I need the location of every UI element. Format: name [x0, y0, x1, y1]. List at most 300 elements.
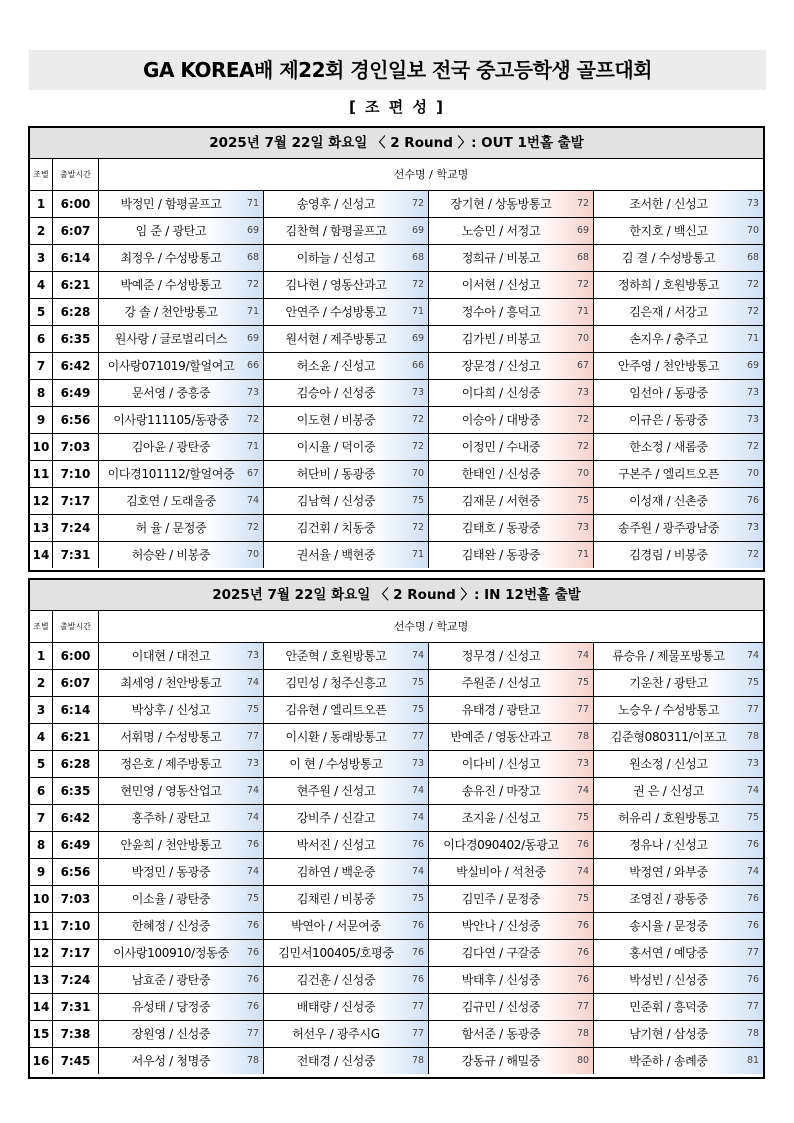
player-score: 76 — [746, 839, 760, 850]
player-score: 71 — [246, 306, 260, 317]
round-header: 2025년 7월 22일 화요일 〈 2 Round 〉: IN 12번홀 출발 — [30, 580, 763, 611]
round-table-in — [28, 578, 765, 1079]
group-row — [30, 994, 763, 1021]
group-number: 14 — [30, 542, 53, 568]
player-slot — [429, 967, 594, 993]
player-slot — [264, 542, 429, 568]
tee-time: 6:35 — [53, 326, 99, 352]
player-name-school: 정하희 / 호원방통고 — [617, 278, 720, 292]
player-name-school: 홍주하 / 광탄고 — [131, 811, 211, 825]
player-name-school: 김태완 / 동광중 — [461, 548, 541, 562]
player-score: 75 — [576, 893, 590, 904]
player-name-school: 원소정 / 신성고 — [629, 757, 708, 771]
group-rows — [30, 643, 763, 1074]
player-score: 72 — [411, 414, 425, 425]
group-row — [30, 670, 763, 697]
player-name-school: 손지우 / 충주고 — [629, 332, 708, 346]
player-score: 77 — [576, 1001, 590, 1012]
player-slot — [99, 245, 264, 271]
column-no: 조별 — [30, 159, 53, 190]
player-score: 74 — [246, 495, 260, 506]
player-score: 76 — [746, 495, 760, 506]
player-slot — [594, 670, 763, 696]
player-score: 74 — [411, 866, 425, 877]
player-name-school: 박안나 / 신성중 — [461, 919, 541, 933]
tee-time: 7:31 — [53, 542, 99, 568]
group-number: 8 — [30, 832, 53, 858]
player-score: 68 — [746, 252, 760, 263]
player-slot — [264, 967, 429, 993]
player-slot — [429, 724, 594, 750]
player-score: 73 — [746, 414, 760, 425]
tee-time: 7:38 — [53, 1021, 99, 1047]
group-number: 6 — [30, 326, 53, 352]
player-score: 74 — [411, 812, 425, 823]
player-slot — [429, 994, 594, 1020]
player-score: 66 — [411, 360, 425, 371]
player-name-school: 김재문 / 서현중 — [461, 494, 541, 508]
player-name-school: 김경림 / 비봉중 — [629, 548, 708, 562]
player-slot — [594, 859, 763, 885]
group-number: 13 — [30, 515, 53, 541]
tee-time: 7:45 — [53, 1048, 99, 1074]
player-score: 73 — [746, 387, 760, 398]
player-slot — [264, 353, 429, 379]
group-row — [30, 272, 763, 299]
player-score: 74 — [246, 785, 260, 796]
player-score: 72 — [411, 522, 425, 533]
player-slot — [264, 697, 429, 723]
player-slot — [264, 272, 429, 298]
player-name-school: 허단비 / 동광중 — [296, 467, 376, 481]
player-name-school: 김승아 / 신성중 — [296, 386, 376, 400]
player-name-school: 기운찬 / 광탄고 — [629, 676, 708, 690]
player-score: 75 — [411, 704, 425, 715]
group-row — [30, 832, 763, 859]
player-slot — [99, 832, 264, 858]
player-score: 73 — [746, 198, 760, 209]
player-slot — [99, 859, 264, 885]
player-score: 75 — [746, 812, 760, 823]
group-row — [30, 886, 763, 913]
group-number: 12 — [30, 940, 53, 966]
player-slot — [594, 272, 763, 298]
group-number: 2 — [30, 218, 53, 244]
player-name-school: 서휘명 / 수성방통고 — [120, 730, 222, 744]
player-slot — [594, 380, 763, 406]
group-number: 10 — [30, 886, 53, 912]
player-score: 72 — [246, 414, 260, 425]
player-slot — [594, 778, 763, 804]
player-slot — [99, 407, 264, 433]
player-name-school: 이성재 / 신촌중 — [629, 494, 708, 508]
player-name-school: 강동규 / 해밀중 — [461, 1054, 541, 1068]
player-name-school: 현주원 / 신성고 — [296, 784, 376, 798]
player-name-school: 허승완 / 비봉중 — [131, 548, 211, 562]
player-slot — [429, 542, 594, 568]
player-score: 71 — [576, 306, 590, 317]
player-name-school: 이시환 / 동래방통고 — [285, 730, 387, 744]
player-name-school: 김민성 / 청주신흥고 — [285, 676, 387, 690]
group-row — [30, 1048, 763, 1074]
player-name-school: 권서율 / 백현중 — [296, 548, 376, 562]
player-score: 70 — [746, 468, 760, 479]
player-slot — [99, 218, 264, 244]
player-score: 75 — [246, 704, 260, 715]
group-number: 14 — [30, 994, 53, 1020]
column-players: 선수명 / 학교명 — [393, 168, 469, 181]
player-slot — [594, 326, 763, 352]
player-name-school: 박정민 / 동광중 — [131, 865, 211, 879]
player-slot — [264, 670, 429, 696]
player-slot — [594, 407, 763, 433]
player-score: 78 — [411, 1055, 425, 1066]
player-score: 72 — [746, 306, 760, 317]
group-row — [30, 515, 763, 542]
player-slot — [264, 643, 429, 669]
group-number: 5 — [30, 299, 53, 325]
player-score: 76 — [576, 920, 590, 931]
player-score: 77 — [246, 1028, 260, 1039]
player-slot — [429, 805, 594, 831]
tee-time: 6:49 — [53, 832, 99, 858]
player-slot — [594, 461, 763, 487]
player-slot — [594, 353, 763, 379]
player-slot — [264, 778, 429, 804]
player-score: 68 — [411, 252, 425, 263]
player-score: 67 — [576, 360, 590, 371]
player-score: 66 — [246, 360, 260, 371]
player-name-school: 이다경090402/동광고 — [443, 838, 559, 852]
player-score: 72 — [746, 279, 760, 290]
player-score: 72 — [576, 441, 590, 452]
player-name-school: 남효준 / 광탄중 — [131, 973, 211, 987]
player-name-school: 송영후 / 신성고 — [296, 197, 376, 211]
group-row — [30, 940, 763, 967]
player-name-school: 김건휘 / 치동중 — [296, 521, 376, 535]
player-slot — [429, 670, 594, 696]
player-slot — [594, 697, 763, 723]
player-name-school: 임선아 / 동광중 — [629, 386, 708, 400]
player-name-school: 강비주 / 신갈고 — [296, 811, 376, 825]
player-score: 76 — [746, 974, 760, 985]
player-slot — [429, 1021, 594, 1047]
player-slot — [594, 245, 763, 271]
player-name-school: 김아윤 / 광탄중 — [131, 440, 211, 454]
player-slot — [264, 515, 429, 541]
player-score: 76 — [746, 893, 760, 904]
player-slot — [264, 245, 429, 271]
tee-time: 6:00 — [53, 191, 99, 217]
player-score: 70 — [411, 468, 425, 479]
player-slot — [99, 191, 264, 217]
player-slot — [99, 353, 264, 379]
player-score: 75 — [576, 677, 590, 688]
player-score: 73 — [411, 387, 425, 398]
player-slot — [594, 886, 763, 912]
player-slot — [429, 751, 594, 777]
player-slot — [594, 434, 763, 460]
player-name-school: 김태호 / 동광중 — [461, 521, 541, 535]
player-slot — [99, 1048, 264, 1074]
player-score: 69 — [246, 333, 260, 344]
tee-time: 6:42 — [53, 805, 99, 831]
tee-time: 6:56 — [53, 859, 99, 885]
player-score: 78 — [746, 1028, 760, 1039]
player-name-school: 송유진 / 마장고 — [461, 784, 541, 798]
player-name-school: 김유현 / 엘리트오픈 — [285, 703, 387, 717]
player-score: 72 — [576, 198, 590, 209]
player-score: 73 — [576, 758, 590, 769]
group-row — [30, 191, 763, 218]
player-score: 74 — [746, 650, 760, 661]
player-score: 76 — [576, 974, 590, 985]
column-no: 조별 — [30, 611, 53, 642]
player-score: 73 — [576, 387, 590, 398]
tee-time: 6:35 — [53, 778, 99, 804]
player-score: 74 — [746, 785, 760, 796]
player-score: 73 — [246, 758, 260, 769]
group-number: 8 — [30, 380, 53, 406]
player-slot — [594, 643, 763, 669]
player-name-school: 이다경101112/할얼여중 — [107, 467, 235, 481]
player-name-school: 김다연 / 구갈중 — [461, 946, 541, 960]
player-name-school: 한소정 / 새롬중 — [629, 440, 708, 454]
player-name-school: 권 은 / 신성고 — [633, 784, 704, 798]
player-slot — [264, 1048, 429, 1074]
group-row — [30, 643, 763, 670]
player-slot — [264, 940, 429, 966]
player-slot — [99, 643, 264, 669]
player-slot — [264, 191, 429, 217]
player-score: 76 — [411, 920, 425, 931]
player-name-school: 임 준 / 광탄고 — [135, 224, 207, 238]
player-name-school: 최정우 / 수성방통고 — [120, 251, 222, 265]
player-slot — [264, 886, 429, 912]
player-name-school: 정유나 / 신성고 — [629, 838, 708, 852]
player-score: 77 — [746, 1001, 760, 1012]
player-slot — [429, 697, 594, 723]
player-name-school: 조서한 / 신성고 — [629, 197, 708, 211]
player-name-school: 한태인 / 신성중 — [461, 467, 541, 481]
player-score: 69 — [411, 225, 425, 236]
group-number: 2 — [30, 670, 53, 696]
player-score: 71 — [246, 441, 260, 452]
player-score: 75 — [246, 893, 260, 904]
tee-time: 7:17 — [53, 940, 99, 966]
group-number: 1 — [30, 191, 53, 217]
player-slot — [429, 940, 594, 966]
player-name-school: 김호연 / 도래울중 — [126, 494, 216, 508]
player-slot — [429, 272, 594, 298]
player-slot — [99, 913, 264, 939]
player-score: 74 — [246, 866, 260, 877]
player-slot — [594, 724, 763, 750]
round-table-out — [28, 126, 765, 572]
player-score: 74 — [746, 866, 760, 877]
player-score: 76 — [246, 974, 260, 985]
player-slot — [99, 488, 264, 514]
group-row — [30, 778, 763, 805]
player-name-school: 이승아 / 대방중 — [461, 413, 541, 427]
player-name-school: 박준하 / 송례중 — [629, 1054, 708, 1068]
column-header — [30, 611, 763, 643]
player-name-school: 김건훈 / 신성중 — [296, 973, 376, 987]
group-number: 6 — [30, 778, 53, 804]
player-name-school: 박예준 / 수성방통고 — [120, 278, 222, 292]
player-name-school: 박실비아 / 석천중 — [456, 865, 546, 879]
player-name-school: 함서준 / 동광중 — [461, 1027, 541, 1041]
group-row — [30, 434, 763, 461]
player-score: 76 — [246, 920, 260, 931]
player-slot — [429, 859, 594, 885]
player-score: 72 — [576, 414, 590, 425]
column-time: 출발시간 — [53, 611, 99, 642]
player-slot — [594, 1021, 763, 1047]
player-slot — [594, 1048, 763, 1074]
player-slot — [594, 967, 763, 993]
player-name-school: 박태후 / 신성중 — [461, 973, 541, 987]
player-score: 68 — [576, 252, 590, 263]
player-slot — [99, 697, 264, 723]
player-slot — [99, 461, 264, 487]
tee-time: 6:28 — [53, 299, 99, 325]
player-score: 74 — [576, 650, 590, 661]
tee-time: 6:14 — [53, 245, 99, 271]
tee-time: 7:03 — [53, 434, 99, 460]
player-score: 70 — [576, 468, 590, 479]
player-slot — [429, 488, 594, 514]
player-name-school: 이사랑100910/정동중 — [113, 946, 229, 960]
player-slot — [264, 434, 429, 460]
group-row — [30, 967, 763, 994]
player-name-school: 조영진 / 광동중 — [629, 892, 708, 906]
player-name-school: 이도현 / 비봉중 — [296, 413, 376, 427]
group-row — [30, 859, 763, 886]
player-name-school: 한지호 / 백신고 — [629, 224, 708, 238]
player-name-school: 장기현 / 상동방통고 — [450, 197, 552, 211]
player-name-school: 이사랑071019/할얼여고 — [107, 359, 235, 373]
player-slot — [99, 751, 264, 777]
player-name-school: 정희규 / 비봉고 — [461, 251, 541, 265]
group-row — [30, 299, 763, 326]
player-score: 74 — [246, 812, 260, 823]
group-row — [30, 488, 763, 515]
player-score: 72 — [746, 549, 760, 560]
player-slot — [594, 940, 763, 966]
player-name-school: 송시율 / 문정중 — [629, 919, 708, 933]
player-slot — [99, 778, 264, 804]
player-slot — [594, 913, 763, 939]
player-slot — [429, 832, 594, 858]
player-name-school: 허유리 / 호원방통고 — [617, 811, 720, 825]
player-slot — [264, 994, 429, 1020]
player-name-school: 정수아 / 흥덕고 — [461, 305, 541, 319]
group-row — [30, 805, 763, 832]
player-slot — [264, 326, 429, 352]
player-name-school: 정무경 / 신성고 — [461, 649, 541, 663]
group-row — [30, 218, 763, 245]
player-score: 76 — [576, 947, 590, 958]
player-score: 72 — [246, 522, 260, 533]
player-slot — [429, 913, 594, 939]
group-row — [30, 353, 763, 380]
tee-time: 7:31 — [53, 994, 99, 1020]
player-name-school: 이다희 / 신성중 — [461, 386, 541, 400]
player-name-school: 김민주 / 문정중 — [461, 892, 541, 906]
player-score: 81 — [746, 1055, 760, 1066]
group-row — [30, 724, 763, 751]
player-slot — [99, 994, 264, 1020]
group-number: 11 — [30, 461, 53, 487]
player-name-school: 안준혁 / 호원방통고 — [285, 649, 387, 663]
player-name-school: 배태량 / 신성중 — [296, 1000, 376, 1014]
tee-time: 6:00 — [53, 643, 99, 669]
player-name-school: 이소율 / 광탄중 — [131, 892, 211, 906]
group-number: 7 — [30, 805, 53, 831]
player-name-school: 박정연 / 와부중 — [629, 865, 708, 879]
player-score: 76 — [411, 974, 425, 985]
group-row — [30, 245, 763, 272]
player-name-school: 유태경 / 광탄고 — [461, 703, 541, 717]
player-name-school: 김하연 / 백운중 — [296, 865, 376, 879]
tee-time: 6:21 — [53, 724, 99, 750]
player-name-school: 허 율 / 문정중 — [135, 521, 207, 535]
player-slot — [429, 886, 594, 912]
player-slot — [99, 380, 264, 406]
player-slot — [99, 940, 264, 966]
player-score: 75 — [576, 812, 590, 823]
player-name-school: 전태경 / 신성중 — [296, 1054, 376, 1068]
player-name-school: 김남혁 / 신성중 — [296, 494, 376, 508]
player-score: 69 — [576, 225, 590, 236]
player-name-school: 민준휘 / 흥덕중 — [629, 1000, 708, 1014]
group-number: 3 — [30, 245, 53, 271]
player-score: 80 — [576, 1055, 590, 1066]
player-score: 76 — [411, 839, 425, 850]
player-name-school: 현민영 / 영동산업고 — [120, 784, 222, 798]
player-score: 73 — [411, 758, 425, 769]
tee-time: 6:28 — [53, 751, 99, 777]
player-name-school: 조지윤 / 신성고 — [461, 811, 541, 825]
player-slot — [99, 515, 264, 541]
player-slot — [264, 805, 429, 831]
player-score: 75 — [576, 495, 590, 506]
player-score: 73 — [246, 387, 260, 398]
round-header: 2025년 7월 22일 화요일 〈 2 Round 〉: OUT 1번홀 출발 — [30, 128, 763, 159]
player-name-school: 김규민 / 신성중 — [461, 1000, 541, 1014]
player-score: 73 — [576, 522, 590, 533]
group-number: 5 — [30, 751, 53, 777]
tee-time: 7:03 — [53, 886, 99, 912]
player-score: 74 — [576, 866, 590, 877]
player-name-school: 최세영 / 천안방통고 — [120, 676, 222, 690]
column-header — [30, 159, 763, 191]
player-score: 70 — [746, 225, 760, 236]
player-name-school: 장문경 / 신성고 — [461, 359, 541, 373]
tee-time: 6:14 — [53, 697, 99, 723]
player-slot — [264, 913, 429, 939]
player-slot — [99, 724, 264, 750]
player-score: 77 — [411, 731, 425, 742]
player-score: 71 — [576, 549, 590, 560]
player-score: 69 — [246, 225, 260, 236]
player-score: 72 — [411, 198, 425, 209]
player-slot — [429, 515, 594, 541]
tee-time: 7:24 — [53, 515, 99, 541]
tee-time: 7:24 — [53, 967, 99, 993]
column-time: 출발시간 — [53, 159, 99, 190]
